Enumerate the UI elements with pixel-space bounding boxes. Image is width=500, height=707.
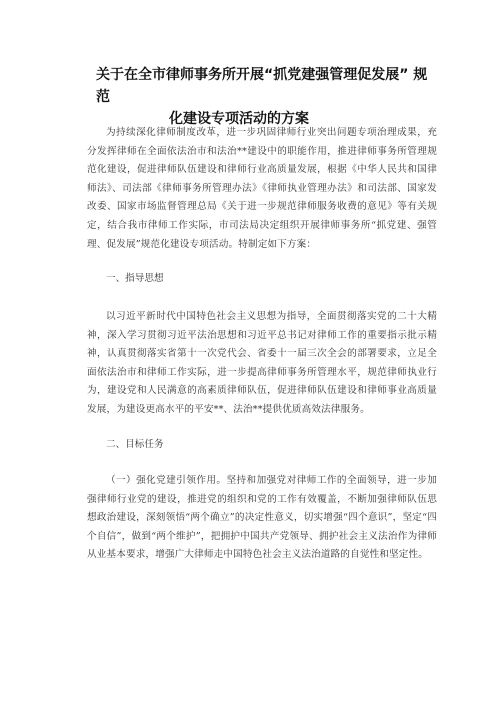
task-1-paragraph: （一）强化党建引领作用。坚持和加强党对律师工作的全面领导，进一步加强律师行业党的建设，推进党的组织和党的工作有效覆盖，不断加强律师队伍思想政治建设，深刻领悟“两个确立”的决定性意义，切实增强“四个意识”，坚定“四个自信”，做到“两个维护”，把拥护中国共产党领导、拥护社会主义法治作为律师从业基本要求，增强广大律师走中国特色社会主义法治道路的自觉性和坚定性。 bbox=[87, 475, 437, 561]
section-heading-goals-tasks: 二、目标任务 bbox=[106, 439, 164, 450]
intro-paragraph: 为持续深化律师制度改革，进一步巩固律师行业突出问题专项治理成果，充分发挥律师在全面依法治市和法治**建设中的职能作用，推进律师事务所管理规范化建设，促进律师队伍建设和律师行业高质量发展，根据《中华人民共和国律师法》、司法部《律师事务所管理办法》《律师执业管理办法》和司法部、国家发改委、国家市场监督管理总局《关于进一步规范律师服务收费的意见》等有关规定，结合我市律师工作实际，市司法局决定组织开展律师事务所“抓党建、强管理、促发展”规范化建设专项活动。特制定如下方案： bbox=[87, 127, 437, 250]
title-line-1: 关于在全市律师事务所开展“抓党建强管理促发展” 规范 bbox=[96, 67, 428, 105]
section-heading-guiding-ideology: 一、指导思想 bbox=[106, 273, 164, 284]
document-title bbox=[96, 64, 441, 130]
guiding-ideology-paragraph: 以习近平新时代中国特色社会主义思想为指导，全面贯彻落实党的二十大精神，深入学习贯彻习近平法治思想和习近平总书记对律师工作的重要指示批示精神，认真贯彻落实省第十一次党代会、省委十一届三次全会的部署要求，立足全面依法治市和律师工作实际，进一步提高律师事务所管理水平，规范律师执业行为，建设党和人民满意的高素质律师队伍，促进律师队伍建设和律师事业高质量发展，为建设更高水平的平安**、法治**提供优质高效法律服务。 bbox=[87, 311, 437, 415]
title-line-2: 化建设专项活动的方案 bbox=[169, 111, 309, 127]
